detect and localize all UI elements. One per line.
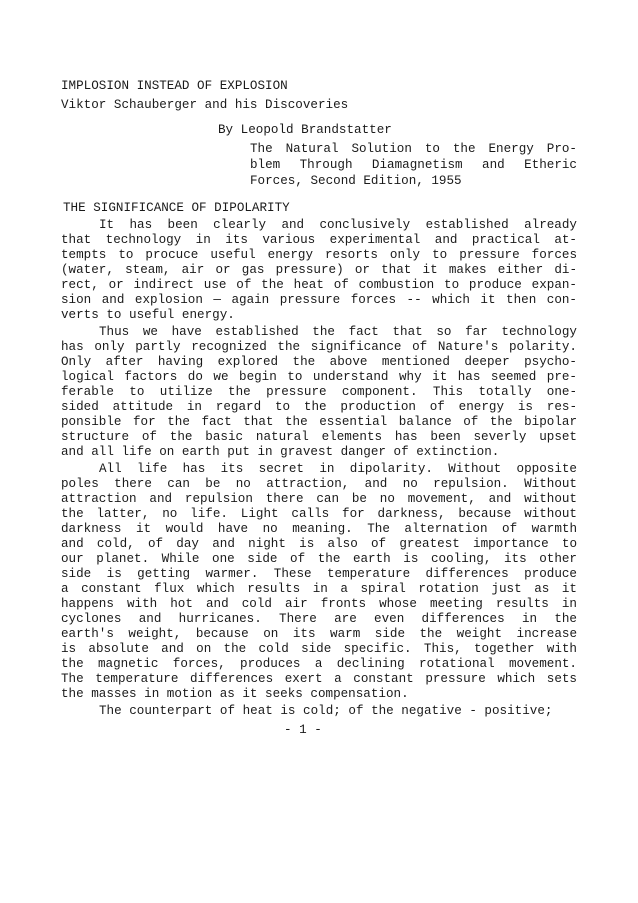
paragraph-line: the masses in motion as it seeks compensation.	[61, 687, 409, 701]
paragraph-line: sided attitude in regard to the production of energy is res-	[61, 400, 577, 414]
page-number: - 1 -	[284, 723, 322, 737]
paragraph-line: sion and explosion — again pressure forces -- which it then con-	[61, 293, 577, 307]
paragraph-line: The temperature differences exert a constant pressure which sets	[61, 672, 577, 686]
paragraph-line: structure of the basic natural elements has been severly upset	[61, 430, 577, 444]
document-subtitle: Viktor Schauberger and his Discoveries	[61, 98, 349, 112]
paragraph-line: poles there can be no attraction, and no repulsion. Without	[61, 477, 577, 491]
paragraph-line: Only after having explored the above mentioned deeper psycho-	[61, 355, 577, 369]
paragraph-line: and all life on earth put in gravest danger of extinction.	[61, 445, 500, 459]
paragraph-line: (water, steam, air or gas pressure) or that it makes either di-	[61, 263, 577, 277]
paragraph-line: darkness it would have no meaning. The alternation of warmth	[61, 522, 577, 536]
paragraph-line: verts to useful energy.	[61, 308, 235, 322]
paragraph-line: earth's weight, because on its warm side the weight increase	[61, 627, 577, 641]
paragraph-line: tempts to procuce useful energy resorts only to pressure forces	[61, 248, 577, 262]
paragraph-line: Thus we have established the fact that so far technology	[99, 325, 577, 339]
paragraph-line: the magnetic forces, produces a declining rotational movement.	[61, 657, 577, 671]
paragraph-line: ponsible for the fact that the essential balance of the bipolar	[61, 415, 577, 429]
paragraph-line: The counterpart of heat is cold; of the negative - positive;	[99, 704, 553, 718]
paragraph-line: ferable to utilize the pressure component. This totally one-	[61, 385, 577, 399]
document-title: IMPLOSION INSTEAD OF EXPLOSION	[61, 79, 288, 93]
paragraph-line: has only partly recognized the significance of Nature's polarity.	[61, 340, 577, 354]
author-byline: By Leopold Brandstatter	[218, 123, 392, 137]
paragraph-line: cyclones and hurricanes. There are even differences in the	[61, 612, 577, 626]
source-citation-line: Forces, Second Edition, 1955	[250, 174, 462, 188]
paragraph-line: the latter, no life. Light calls for darkness, because without	[61, 507, 577, 521]
section-heading: THE SIGNIFICANCE OF DIPOLARITY	[63, 201, 290, 215]
paragraph-line: attraction and repulsion there can be no movement, and without	[61, 492, 577, 506]
paragraph-line: happens with hot and cold air fronts whose meeting results in	[61, 597, 577, 611]
paragraph-line: It has been clearly and conclusively established already	[99, 218, 577, 232]
paragraph-line: All life has its secret in dipolarity. Without opposite	[99, 462, 577, 476]
paragraph-line: a constant flux which results in a spiral rotation just as it	[61, 582, 577, 596]
paragraph-line: that technology in its various experimental and practical at-	[61, 233, 577, 247]
source-citation-line: The Natural Solution to the Energy Pro-	[250, 142, 577, 156]
paragraph-line: side is getting warmer. These temperature differences produce	[61, 567, 577, 581]
paragraph-line: and cold, of day and night is also of greatest importance to	[61, 537, 577, 551]
paragraph-line: logical factors do we begin to understand why it has seemed pre-	[61, 370, 577, 384]
paragraph-line: is absolute and on the cold side specific. This, together with	[61, 642, 577, 656]
paragraph-line: our planet. While one side of the earth is cooling, its other	[61, 552, 577, 566]
source-citation-line: blem Through Diamagnetism and Etheric	[250, 158, 577, 172]
paragraph-line: rect, or indirect use of the heat of combustion to produce expan-	[61, 278, 577, 292]
